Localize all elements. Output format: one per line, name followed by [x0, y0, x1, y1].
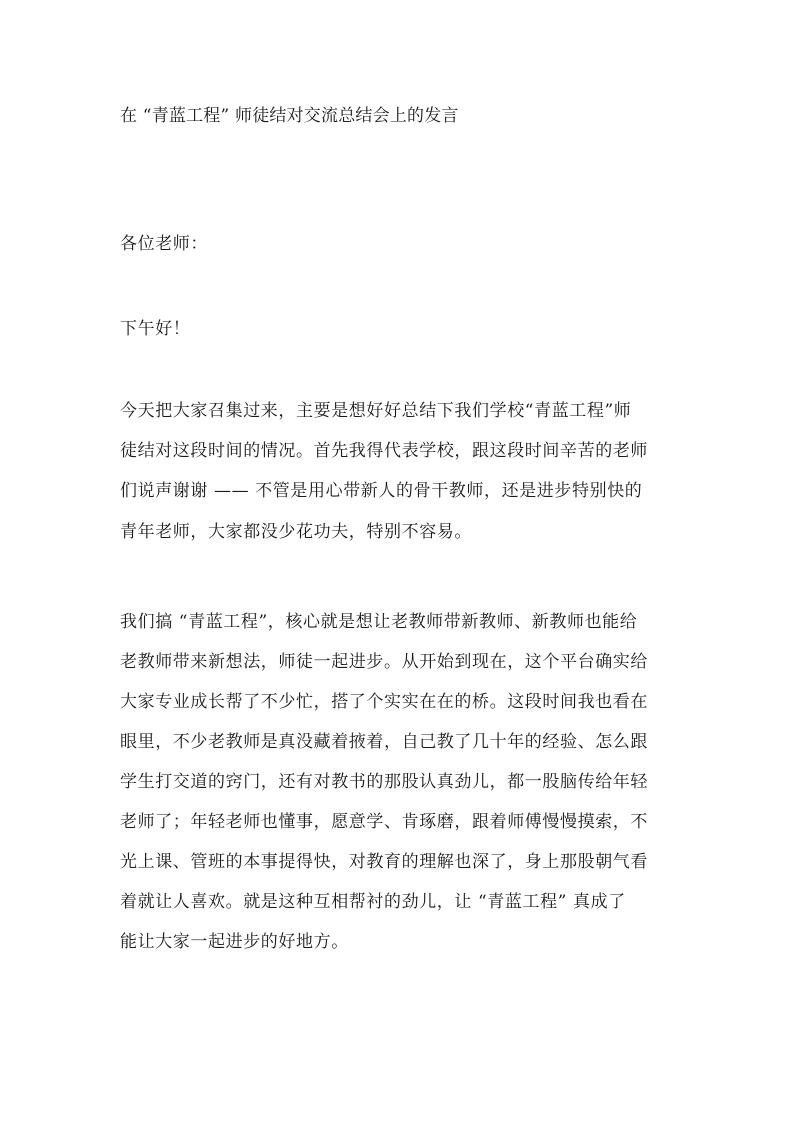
- paragraph-line: 我们搞 “青蓝工程”，核心就是想让老教师带新教师、新教师也能给: [120, 612, 638, 632]
- paragraph-line: 老教师带来新想法，师徒一起进步。从开始到现在，这个平台确实给: [120, 652, 648, 672]
- paragraph-line: 今天把大家召集过来，主要是想好好总结下我们学校“青蓝工程”师: [120, 401, 632, 421]
- paragraph-line: 能让大家一起进步的好地方。: [120, 932, 349, 952]
- paragraph-line: 眼里，不少老教师是真没藏着掖着，自己教了几十年的经验、怎么跟: [120, 732, 648, 752]
- paragraph-line: 老师了；年轻老师也懂事，愿意学、肯琢磨，跟着师傅慢慢摸索，不: [120, 812, 648, 832]
- paragraph-line: 大家专业成长帮了不少忙，搭了个实实在在的桥。这段时间我也看在: [120, 692, 648, 712]
- paragraph-line: 们说声谢谢 —— 不管是用心带新人的骨干教师，还是进步特别快的: [120, 481, 643, 501]
- salutation: 各位老师：: [120, 234, 208, 254]
- paragraph-line: 着就让人喜欢。就是这种互相帮衬的劲儿，让 “青蓝工程” 真成了: [120, 892, 626, 912]
- document-title: 在 “青蓝工程” 师徒结对交流总结会上的发言: [120, 106, 459, 126]
- greeting: 下午好！: [120, 319, 191, 339]
- paragraph-line: 徒结对这段时间的情况。首先我得代表学校，跟这段时间辛苦的老师: [120, 441, 648, 461]
- paragraph-line: 光上课、管班的本事提得快，对教育的理解也深了，身上那股朝气看: [120, 852, 648, 872]
- paragraph-line: 青年老师，大家都没少花功夫，特别不容易。: [120, 522, 472, 542]
- paragraph-line: 学生打交道的窍门，还有对教书的那股认真劲儿，都一股脑传给年轻: [120, 772, 648, 792]
